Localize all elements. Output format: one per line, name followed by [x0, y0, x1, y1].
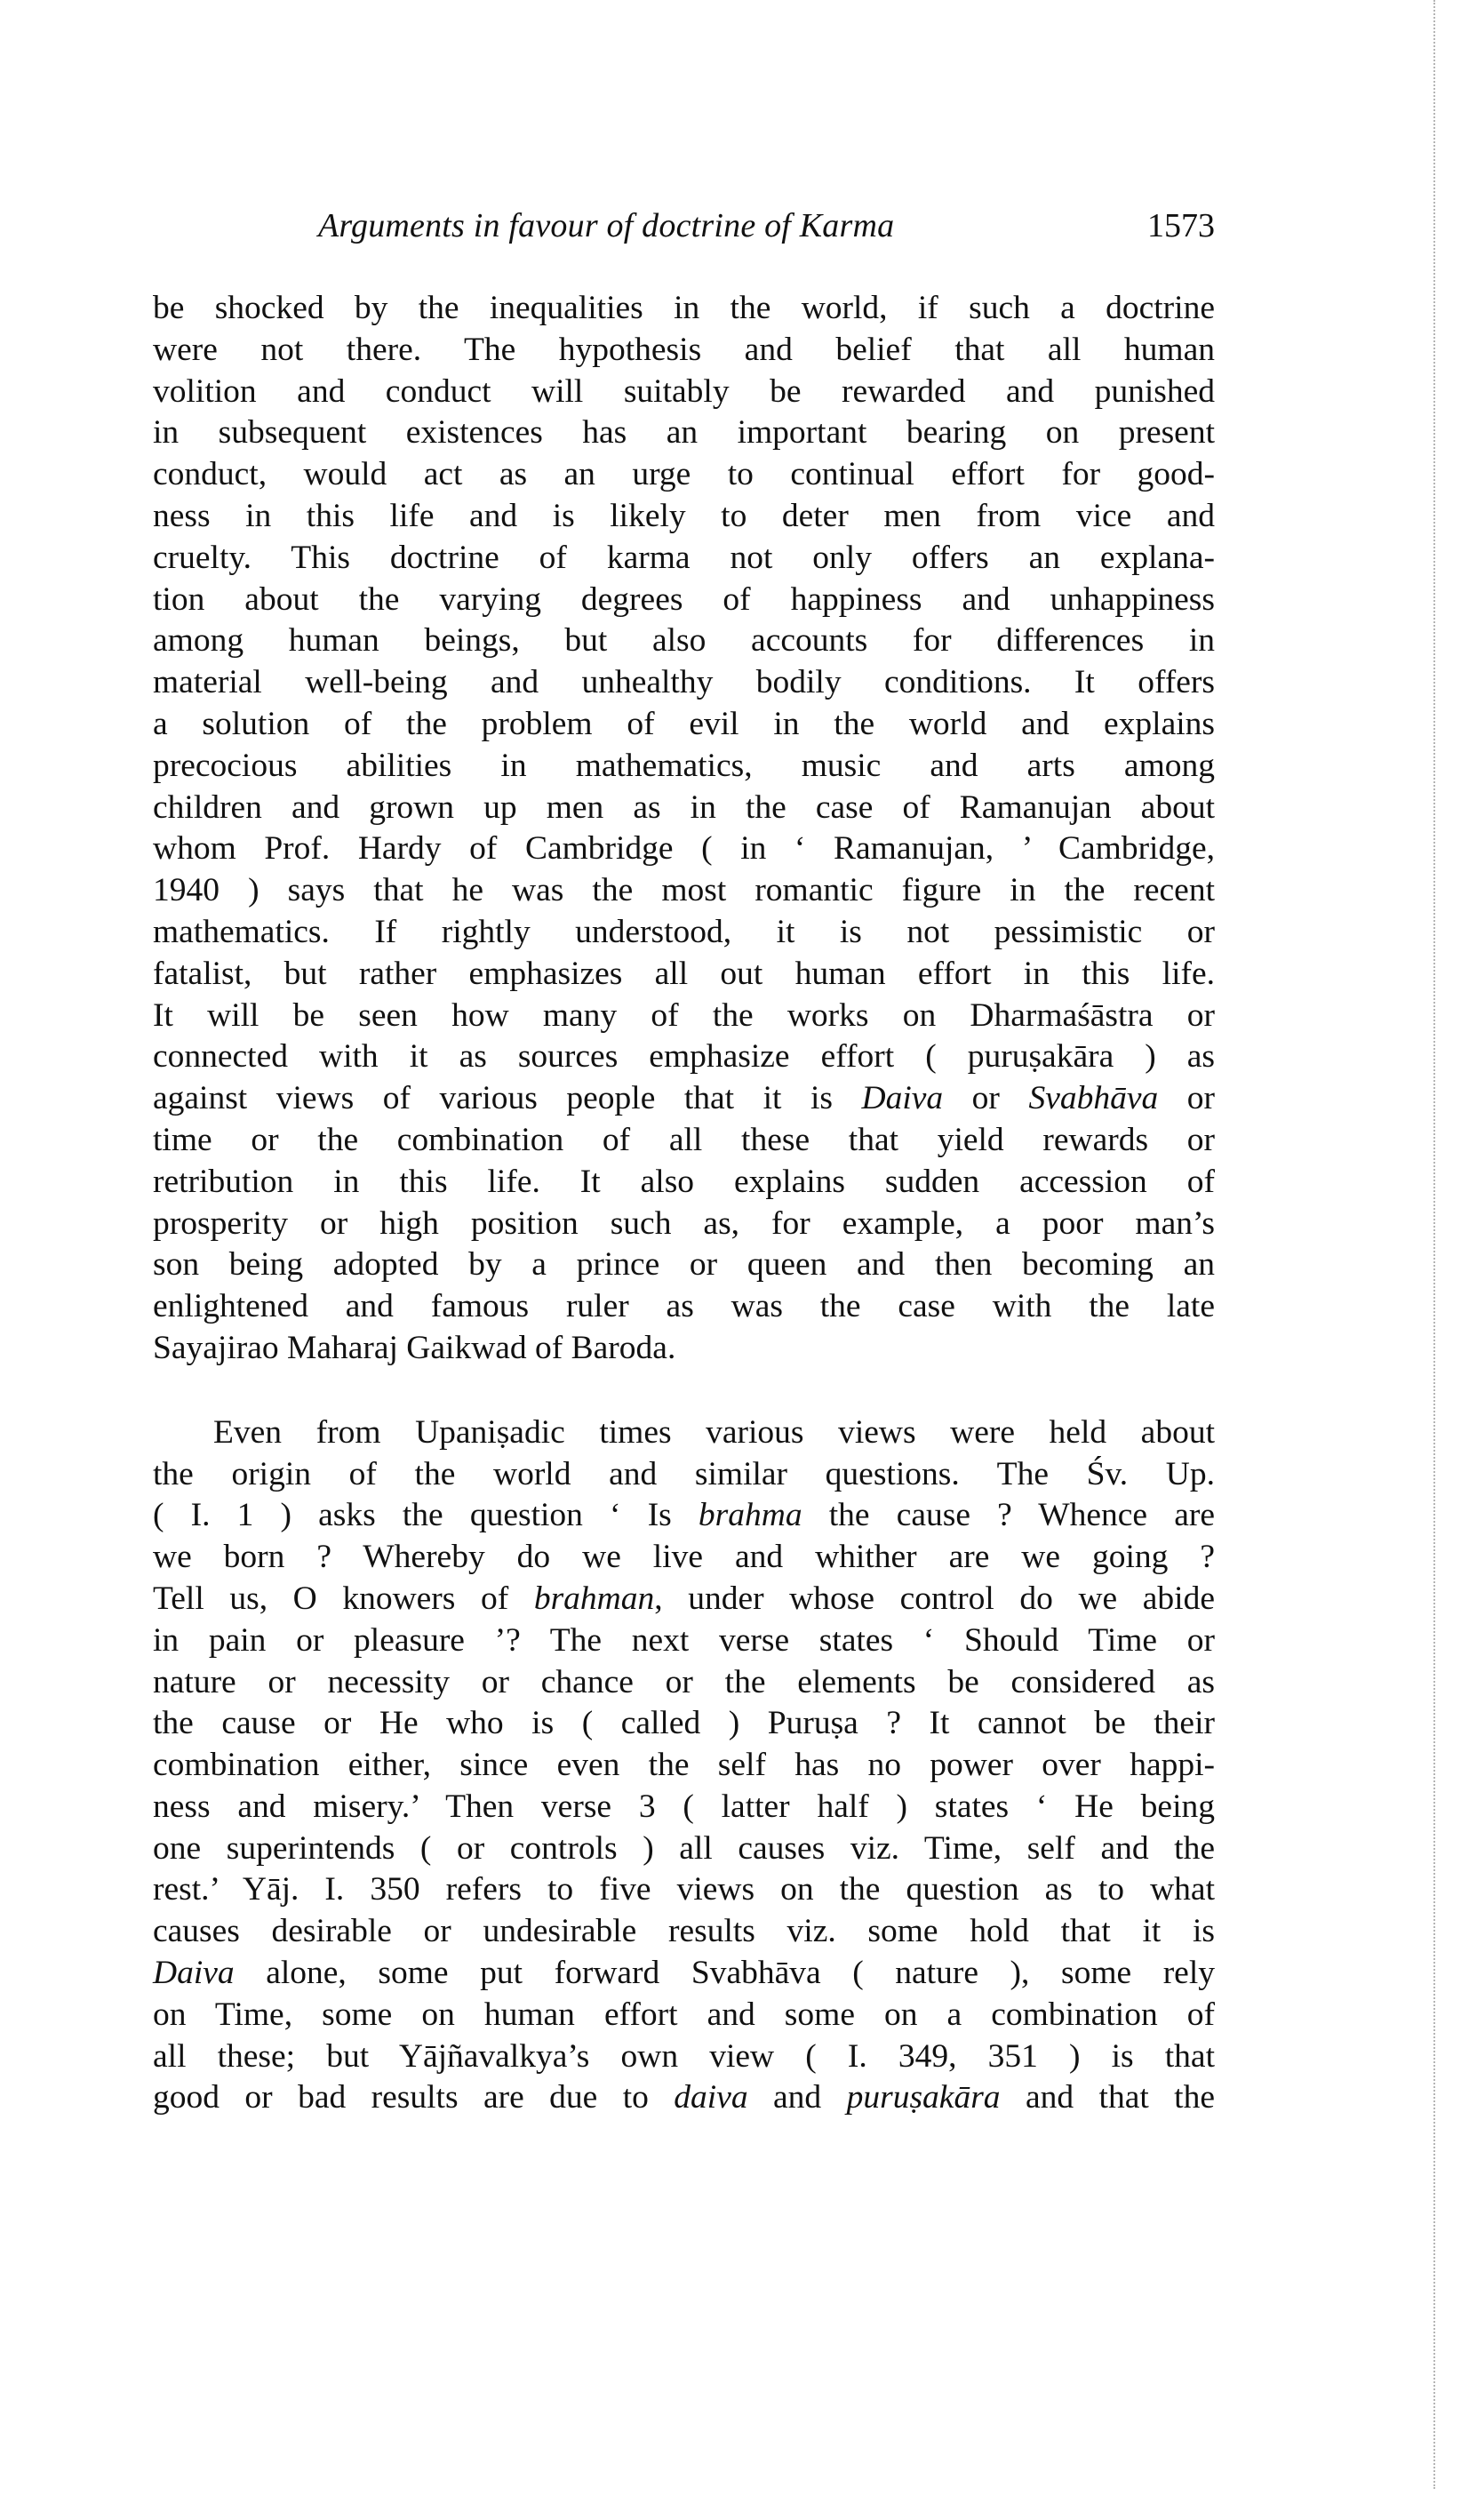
text-run: on Time, some on human effort and some on a combination of: [153, 1996, 1215, 2033]
text-line: [153, 1911, 1215, 1953]
body-text: [153, 288, 1215, 2119]
text-run: the cause ? Whence are: [802, 1497, 1215, 1534]
text-run: ness in this life and is likely to deter men from vice and: [153, 497, 1215, 534]
text-run: volition and conduct will suitably be rewarded and punished: [153, 372, 1215, 410]
text-line: [153, 996, 1215, 1037]
text-line: [153, 1869, 1215, 1911]
text-run: , under whose control do we abide: [654, 1580, 1215, 1617]
text-run: nature or necessity or chance or the elements be considered as: [153, 1663, 1215, 1700]
text-line: [153, 1828, 1215, 1870]
text-line: [153, 1703, 1215, 1745]
text-run: be shocked by the inequalities in the world, if such a doctrine: [153, 290, 1215, 326]
text-run: we born ? Whereby do we live and whither are we going ?: [153, 1539, 1215, 1576]
text-run: time or the combination of all these that yield rewards or: [153, 1121, 1215, 1158]
text-line: [153, 1286, 1215, 1328]
text-line: [153, 1120, 1215, 1162]
text-line: [153, 954, 1215, 996]
text-run: among human beings, but also accounts for differences in: [153, 622, 1215, 660]
text-line: [153, 288, 1215, 330]
text-run: in subsequent existences has an important bearing on present: [153, 414, 1215, 452]
text-line: [153, 1036, 1215, 1078]
text-line: [153, 1953, 1215, 1995]
italic-term: brahma: [698, 1497, 802, 1534]
paragraph: [153, 288, 1215, 1370]
text-run: against views of various people that it is: [153, 1080, 862, 1117]
text-line: [153, 1995, 1215, 2036]
text-line: [153, 1495, 1215, 1537]
text-line: [153, 1412, 1215, 1454]
text-line: [153, 1787, 1215, 1828]
italic-term: Daiva: [861, 1080, 944, 1117]
running-head: [153, 206, 1215, 251]
text-run: ( I. 1 ) asks the question ‘ Is: [153, 1497, 699, 1534]
text-line: [153, 372, 1215, 413]
text-run: the origin of the world and similar questions. The Śv. Up.: [153, 1455, 1215, 1492]
text-run: all these; but Yājñavalkya’s own view ( I. 349, 351 ) is that: [153, 2037, 1215, 2075]
text-run: mathematics. If rightly understood, it is not pessimistic or: [153, 913, 1215, 950]
text-run: the cause or He who is ( called ) Puruṣa ? It cannot be their: [153, 1705, 1215, 1742]
text-run: Even from Upaniṣadic times various views were held about: [213, 1413, 1215, 1451]
scan-margin-rule: [1433, 0, 1435, 2489]
text-line: [153, 580, 1215, 621]
text-line: [153, 1537, 1215, 1579]
text-line: [153, 828, 1215, 870]
italic-term: Svabhāva: [1028, 1080, 1159, 1117]
text-line: [153, 870, 1215, 912]
text-line: [153, 1244, 1215, 1286]
text-line: [153, 1620, 1215, 1662]
text-run: prosperity or high position such as, for example, a poor man’s: [153, 1204, 1215, 1242]
text-line: [153, 454, 1215, 496]
text-line: [153, 788, 1215, 829]
italic-term: puruṣakāra: [846, 2079, 1001, 2116]
text-run: were not there. The hypothesis and belief that all human: [153, 331, 1215, 368]
text-line: [153, 1745, 1215, 1787]
text-line: [153, 412, 1215, 454]
text-run: fatalist, but rather emphasizes all out human effort in this life.: [153, 955, 1215, 992]
text-line: [153, 330, 1215, 372]
text-run: or: [1158, 1080, 1215, 1117]
text-run: Sayajirao Maharaj Gaikwad of Baroda.: [153, 1329, 676, 1366]
text-run: son being adopted by a prince or queen and then becoming an: [153, 1246, 1215, 1284]
text-line: [153, 662, 1215, 704]
text-line: [153, 2036, 1215, 2078]
text-run: tion about the varying degrees of happiness and unhappiness: [153, 580, 1215, 618]
text-line: [153, 1579, 1215, 1620]
text-run: alone, some put forward Svabhāva ( nature ), some rely: [234, 1955, 1215, 1992]
text-line: [153, 1162, 1215, 1204]
text-run: causes desirable or undesirable results viz. some hold that it is: [153, 1913, 1215, 1950]
text-line: [153, 912, 1215, 954]
text-line: [153, 1662, 1215, 1704]
text-run: in pain or pleasure ’? The next verse states ‘ Should Time or: [153, 1621, 1215, 1659]
text-run: material well-being and unhealthy bodily conditions. It offers: [153, 664, 1215, 701]
text-run: rest.’ Yāj. I. 350 refers to five views on the question as to what: [153, 1871, 1215, 1908]
text-run: Tell us, O knowers of: [153, 1580, 534, 1617]
text-run: good or bad results are due to: [153, 2079, 675, 2116]
paragraph-gap: [153, 1370, 1215, 1412]
text-run: precocious abilities in mathematics, music and arts among: [153, 747, 1215, 784]
text-run: and: [747, 2079, 847, 2116]
paragraph: [153, 1412, 1215, 2120]
text-run: enlightened and famous ruler as was the case with the late: [153, 1288, 1215, 1325]
text-run: one superintends ( or controls ) all causes viz. Time, self and the: [153, 1829, 1215, 1867]
page-number: 1573: [1147, 207, 1215, 244]
text-line: [153, 746, 1215, 788]
text-run: combination either, since even the self has no power over happi-: [153, 1747, 1215, 1784]
text-run: It will be seen how many of the works on Dharmaśāstra or: [153, 996, 1215, 1034]
text-line: [153, 538, 1215, 580]
text-run: and that the: [1000, 2079, 1215, 2116]
italic-term: brahman: [533, 1580, 655, 1617]
text-line: [153, 1078, 1215, 1120]
text-run: cruelty. This doctrine of karma not only offers an explana-: [153, 539, 1215, 576]
italic-term: Daiva: [153, 1955, 235, 1992]
text-run: retribution in this life. It also explains sudden accession of: [153, 1163, 1215, 1200]
text-run: ness and misery.’ Then verse 3 ( latter half ) states ‘ He being: [153, 1788, 1215, 1825]
running-title: Arguments in favour of doctrine of Karma: [318, 207, 895, 244]
text-line: [153, 1328, 1215, 1370]
text-line: [153, 1204, 1215, 1245]
text-run: connected with it as sources emphasize effort ( puruṣakāra ) as: [153, 1038, 1215, 1076]
text-run: conduct, would act as an urge to continual effort for good-: [153, 456, 1215, 493]
text-run: children and grown up men as in the case of Ramanujan about: [153, 788, 1215, 826]
text-run: whom Prof. Hardy of Cambridge ( in ‘ Ramanujan, ’ Cambridge,: [153, 830, 1215, 868]
text-line: [153, 704, 1215, 746]
text-run: 1940 ) says that he was the most romantic figure in the recent: [153, 872, 1215, 909]
text-line: [153, 496, 1215, 538]
text-line: [153, 2077, 1215, 2119]
text-run: a solution of the problem of evil in the world and explains: [153, 705, 1215, 742]
text-line: [153, 620, 1215, 662]
italic-term: daiva: [674, 2079, 748, 2116]
text-line: [153, 1454, 1215, 1496]
text-run: or: [943, 1080, 1029, 1117]
